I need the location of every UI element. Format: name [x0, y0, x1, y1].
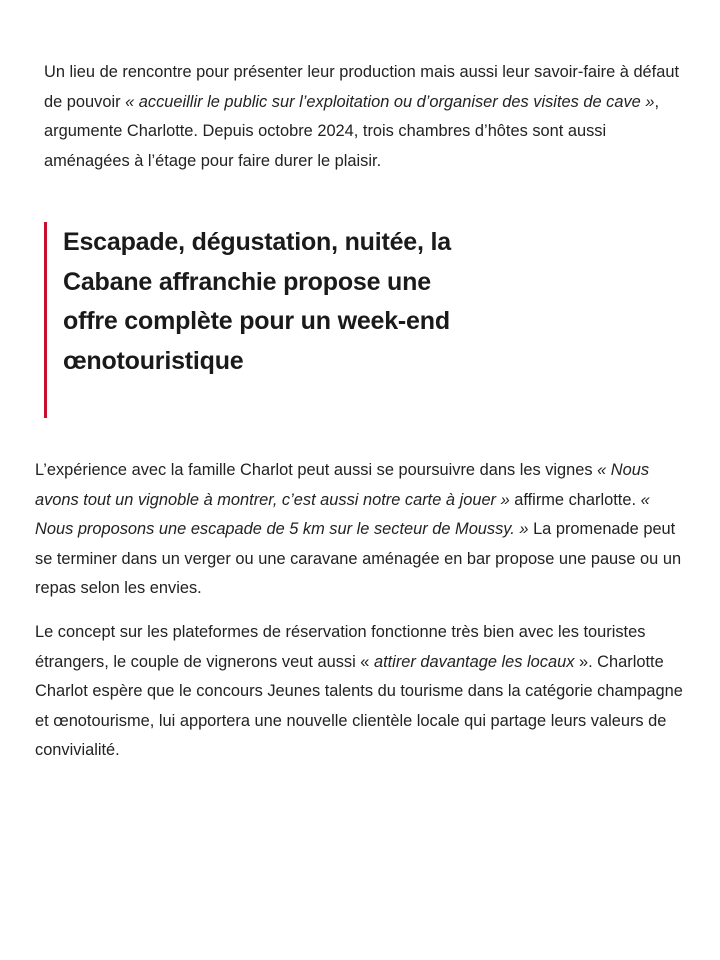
walk-text-2: affirme charlotte.: [509, 490, 641, 509]
walk-quote-1: « Nous avons tout un vignoble à montrer, c’est aussi notre carte à jouer »: [35, 461, 650, 509]
walk-text-1: L’expérience avec la famille Charlot peut aussi se poursuivre dans les vignes: [35, 461, 598, 479]
concept-quote: attirer davantage les locaux: [373, 652, 575, 671]
concept-text-1: Le concept sur les plateformes de réservation fonctionne très bien avec les touristes étrangers, le couple de vignerons veut aussi «: [35, 623, 646, 671]
paragraph-vineyard-walk: [35, 456, 685, 604]
walk-text-3: La promenade peut se terminer dans un verger ou une caravane aménagée en bar propose une pause ou un repas selon les envies.: [35, 520, 682, 597]
pull-quote: [44, 222, 464, 418]
paragraph-concept: [35, 618, 685, 766]
intro-quote: « accueillir le public sur l’exploitation ou d’organiser des visites de cave »: [125, 92, 655, 111]
intro-text-1: Un lieu de rencontre pour présenter leur production mais aussi leur savoir-faire à défaut de pouvoir: [44, 63, 680, 111]
walk-quote-2: « Nous proposons une escapade de 5 km sur le secteur de Moussy. »: [35, 490, 650, 538]
intro-text-2: , argumente Charlotte. Depuis octobre 2024, trois chambres d’hôtes sont aussi aménagées à l’étage pour faire durer le plaisir.: [44, 92, 660, 170]
pull-quote-text: Escapade, dégustation, nuitée, la Cabane affranchie propose une offre complète pour un week-end œnotouristique: [63, 228, 451, 375]
concept-text-2: ». Charlotte Charlot espère que le concours Jeunes talents du tourisme dans la catégorie champagne et œnotourisme, lui apportera une nouvelle clientèle locale qui partage leurs valeurs de convivialité.: [35, 652, 683, 759]
paragraph-intro: [44, 58, 680, 176]
